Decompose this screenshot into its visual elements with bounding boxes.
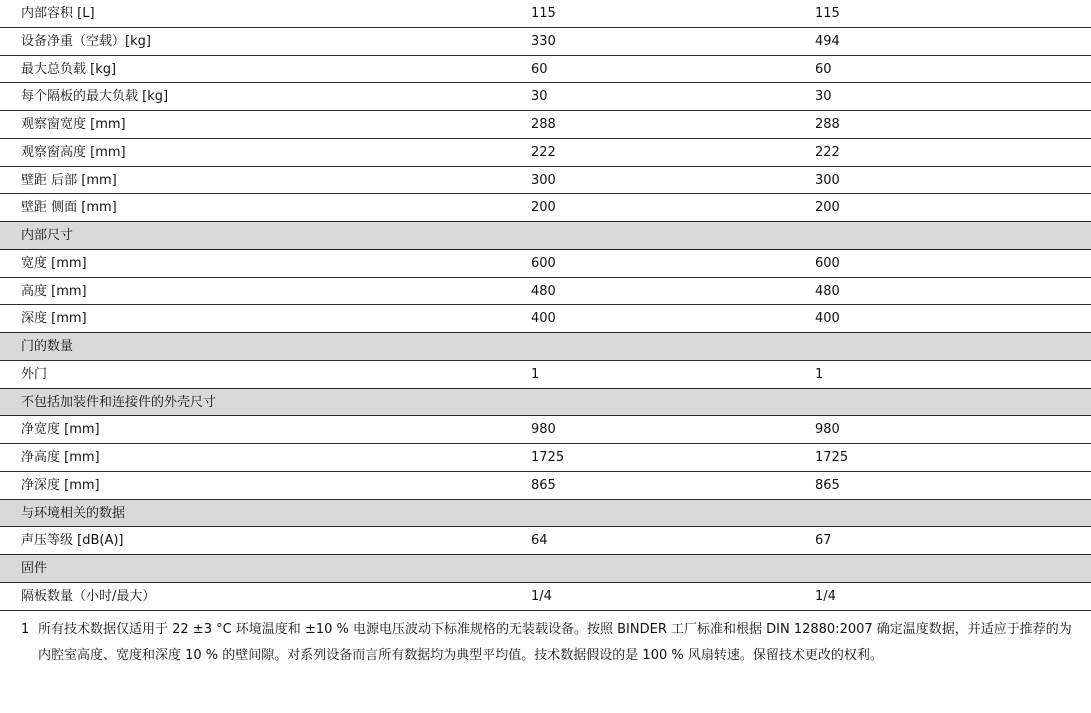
row-label: 观察窗宽度 [mm] [21,117,126,132]
section-title: 门的数量 [21,339,74,354]
table-row [0,527,1091,555]
value-model-2: 480 [815,283,840,299]
value-model-1: 60 [531,61,548,77]
value-model-1: 200 [531,200,556,216]
value-model-2: 400 [815,311,840,327]
table-row [0,305,1091,333]
footnote-text: 所有技术数据仅适用于 22 ±3 °C 环境温度和 ±10 % 电源电压波动下标准规格的无装载设备。按照 BINDER 工厂标准和根据 DIN 12880:2007 确定温度数据，并适应于推荐的为内腔室高度、宽度和深度 10 % 的壁间隙。对系列设备而言所有数据均为典型平均值。技术数据假设的是 100 % 风扇转速。保留技术更改的权利。 [38,622,1072,663]
section-header-row [0,555,1091,583]
section-title: 内部尺寸 [21,228,74,243]
row-label: 设备净重（空载）[kg] [21,33,151,49]
value-model-2: 494 [815,33,840,49]
value-model-1: 288 [531,117,556,132]
value-model-1: 115 [531,6,556,21]
value-model-1: 330 [531,33,556,49]
value-model-2: 1725 [815,450,849,465]
table-row [0,583,1091,611]
value-model-1: 400 [531,311,556,327]
row-label: 净宽度 [mm] [21,422,100,438]
value-model-1: 1725 [531,450,565,465]
value-model-2: 980 [815,422,840,438]
value-model-1: 300 [531,172,556,188]
value-model-2: 30 [815,89,832,105]
table-row [0,194,1091,222]
value-model-2: 1 [815,366,824,382]
value-model-2: 60 [815,61,832,77]
footnote [21,617,1081,669]
value-model-1: 865 [531,477,556,493]
table-row [0,139,1091,167]
table-row [0,56,1091,84]
table-row [0,444,1091,472]
footnote-number: 1 [21,622,30,637]
row-label: 高度 [mm] [21,283,87,299]
table-row [0,28,1091,56]
section-title: 不包括加装件和连接件的外壳尺寸 [21,394,217,410]
value-model-1: 1/4 [531,588,552,604]
section-header-row [0,222,1091,250]
row-label: 隔板数量（小时/最大） [21,588,156,604]
section-header-row [0,389,1091,417]
value-model-1: 64 [531,533,548,549]
section-title: 与环境相关的数据 [21,505,126,521]
value-model-2: 600 [815,255,840,271]
value-model-1: 1 [531,366,540,382]
row-label: 最大总负载 [kg] [21,61,117,77]
row-label: 壁距 后部 [mm] [21,172,117,188]
row-label: 声压等级 [dB(A)] [21,533,124,549]
value-model-1: 222 [531,144,556,160]
table-row [0,361,1091,389]
section-header-row [0,333,1091,361]
row-label: 外门 [21,366,48,382]
table-row [0,416,1091,444]
value-model-2: 288 [815,117,840,132]
row-label: 每个隔板的最大负载 [kg] [21,89,169,105]
value-model-1: 600 [531,255,556,271]
table-row [0,0,1091,28]
row-label: 宽度 [mm] [21,255,87,271]
table-row [0,111,1091,139]
value-model-1: 980 [531,422,556,438]
value-model-2: 67 [815,533,832,549]
value-model-2: 115 [815,6,840,21]
value-model-2: 865 [815,477,840,493]
row-label: 深度 [mm] [21,311,87,327]
table-row [0,250,1091,278]
table-row [0,167,1091,195]
row-label: 净高度 [mm] [21,450,100,465]
row-label: 观察窗高度 [mm] [21,144,126,160]
value-model-1: 30 [531,89,548,105]
row-label: 内部容积 [L] [21,6,95,21]
row-label: 净深度 [mm] [21,477,100,493]
section-title: 固件 [21,561,48,576]
value-model-2: 300 [815,172,840,188]
value-model-2: 1/4 [815,588,836,604]
table-row [0,472,1091,500]
value-model-2: 200 [815,200,840,216]
row-label: 壁距 侧面 [mm] [21,200,117,216]
section-header-row [0,500,1091,528]
table-row [0,83,1091,111]
value-model-1: 480 [531,283,556,299]
table-row [0,278,1091,306]
value-model-2: 222 [815,144,840,160]
